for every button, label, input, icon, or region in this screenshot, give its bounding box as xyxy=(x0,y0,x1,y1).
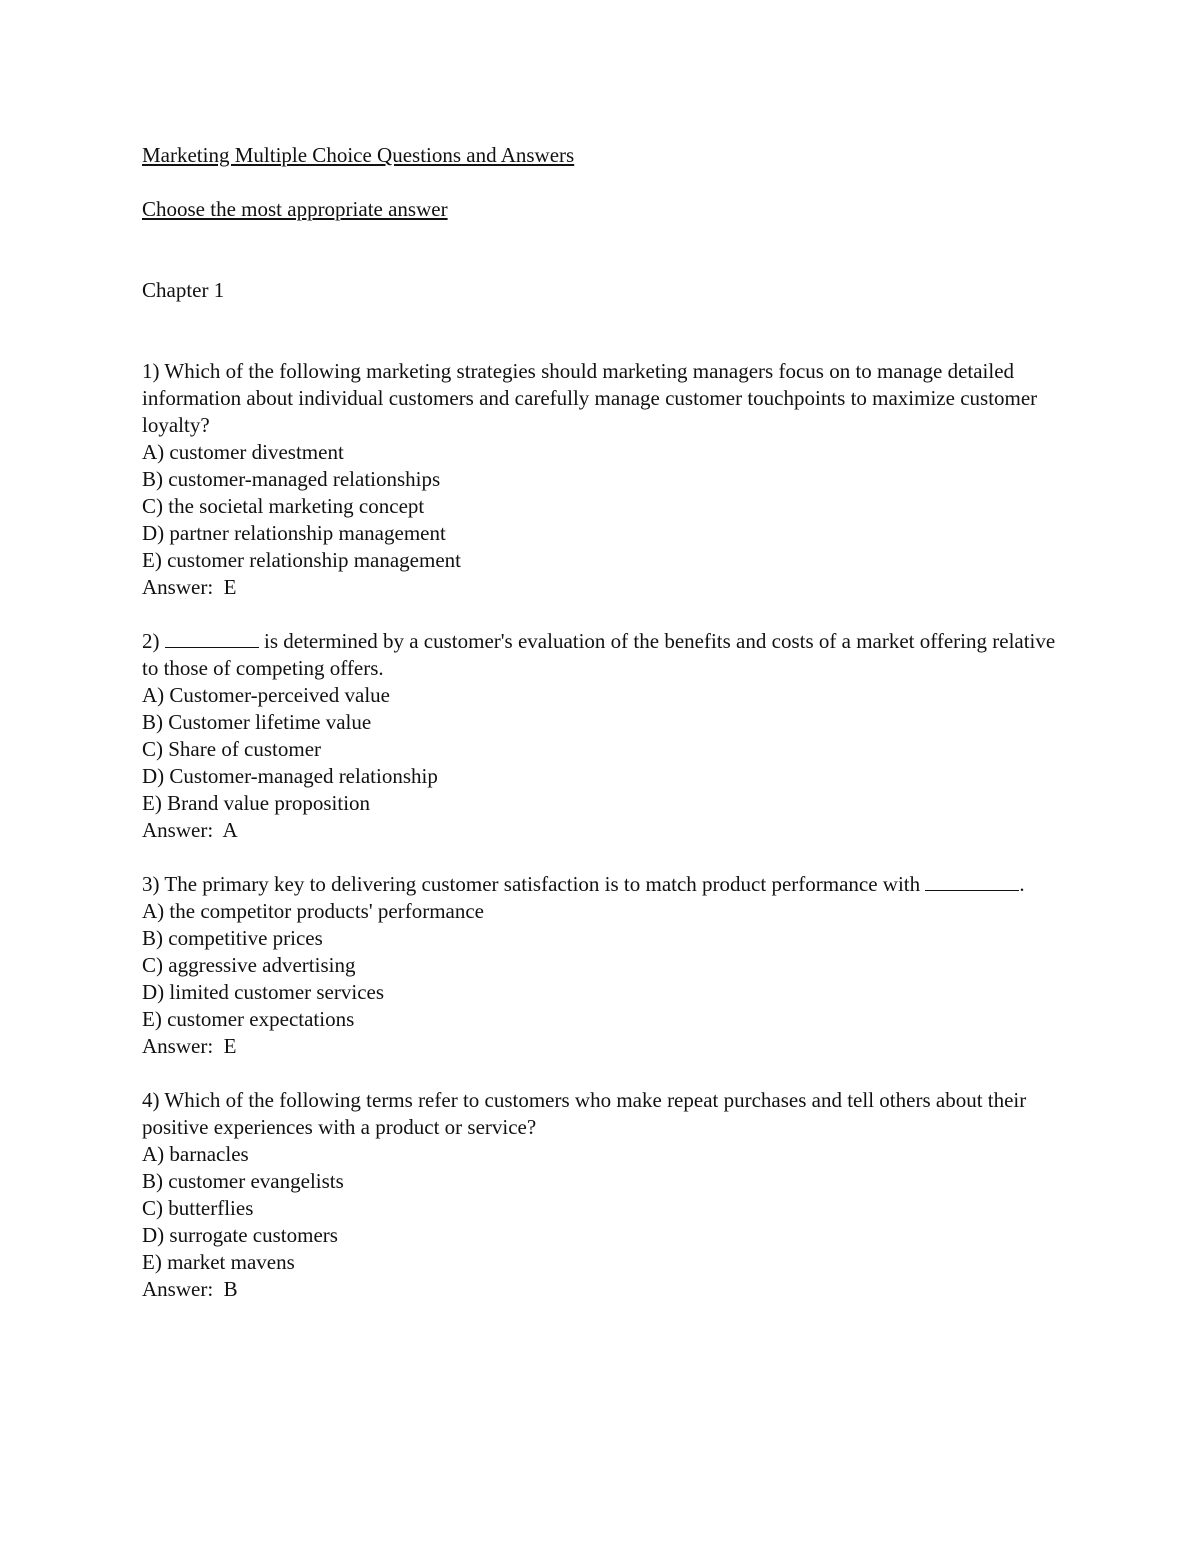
document-instruction: Choose the most appropriate answer xyxy=(142,197,448,221)
question-1-number: 1) xyxy=(142,359,160,383)
question-1-stem: Which of the following marketing strategies should marketing managers focus on to manage detailed information about individual customers and carefully manage customer touchpoints to maximize customer loyalty? xyxy=(142,359,1038,437)
question-2-option-e: E) Brand value proposition xyxy=(142,791,371,815)
question-3-answer xyxy=(142,1033,1062,1060)
question-2-option-c: C) Share of customer xyxy=(142,737,322,761)
question-2-text xyxy=(142,628,1062,682)
question-4-option-e: E) market mavens xyxy=(142,1250,295,1274)
question-2-option-d: D) Customer-managed relationship xyxy=(142,764,438,788)
question-3-number: 3) xyxy=(142,872,160,896)
question-1-text xyxy=(142,358,1062,439)
question-4-options xyxy=(142,1141,1062,1276)
question-1-option-a: A) customer divestment xyxy=(142,440,344,464)
question-3-option-c: C) aggressive advertising xyxy=(142,953,356,977)
question-2-answer xyxy=(142,817,1062,844)
question-2-answer-label: Answer: xyxy=(142,818,214,842)
question-1-option-e: E) customer relationship management xyxy=(142,548,461,572)
question-3-options xyxy=(142,898,1062,1033)
question-3-option-d: D) limited customer services xyxy=(142,980,385,1004)
question-2-answer-value: A xyxy=(222,818,238,842)
question-4-answer-label: Answer: xyxy=(142,1277,214,1301)
document-title: Marketing Multiple Choice Questions and Answers xyxy=(142,143,575,167)
question-1-options xyxy=(142,439,1062,574)
question-1-answer-value: E xyxy=(223,575,237,599)
question-3-option-e: E) customer expectations xyxy=(142,1007,355,1031)
question-list xyxy=(142,358,1062,1303)
question-3-stem-end: . xyxy=(1019,872,1025,896)
question-1-option-d: D) partner relationship management xyxy=(142,521,446,545)
question-3-text xyxy=(142,871,1062,898)
question-4-answer-value: B xyxy=(223,1277,238,1301)
question-4-option-a: A) barnacles xyxy=(142,1142,249,1166)
question-1-answer-label: Answer: xyxy=(142,575,214,599)
question-1-option-c: C) the societal marketing concept xyxy=(142,494,425,518)
question-4-option-b: B) customer evangelists xyxy=(142,1169,344,1193)
question-4-answer xyxy=(142,1276,1062,1303)
question-1 xyxy=(142,358,1062,601)
question-2 xyxy=(142,628,1062,844)
question-2-option-b: B) Customer lifetime value xyxy=(142,710,372,734)
question-1-option-b: B) customer-managed relationships xyxy=(142,467,441,491)
question-3 xyxy=(142,871,1062,1060)
question-3-blank xyxy=(925,872,1019,891)
question-3-answer-label: Answer: xyxy=(142,1034,214,1058)
question-2-options xyxy=(142,682,1062,817)
question-4-number: 4) xyxy=(142,1088,160,1112)
question-4-option-c: C) butterflies xyxy=(142,1196,254,1220)
chapter-heading: Chapter 1 xyxy=(142,278,225,302)
question-4 xyxy=(142,1087,1062,1303)
question-1-answer xyxy=(142,574,1062,601)
question-4-stem: Which of the following terms refer to customers who make repeat purchases and tell others about their positive experiences with a product or service? xyxy=(142,1088,1027,1139)
question-4-option-d: D) surrogate customers xyxy=(142,1223,338,1247)
question-2-stem: is determined by a customer's evaluation of the benefits and costs of a market offering relative to those of competing offers. xyxy=(142,629,1056,680)
question-2-blank xyxy=(165,629,259,648)
question-4-text xyxy=(142,1087,1062,1141)
question-3-stem: The primary key to delivering customer satisfaction is to match product performance with xyxy=(164,872,921,896)
question-2-option-a: A) Customer-perceived value xyxy=(142,683,390,707)
question-2-number: 2) xyxy=(142,629,160,653)
question-3-option-a: A) the competitor products' performance xyxy=(142,899,484,923)
document-content xyxy=(142,142,1062,1330)
question-3-answer-value: E xyxy=(223,1034,237,1058)
question-3-option-b: B) competitive prices xyxy=(142,926,323,950)
